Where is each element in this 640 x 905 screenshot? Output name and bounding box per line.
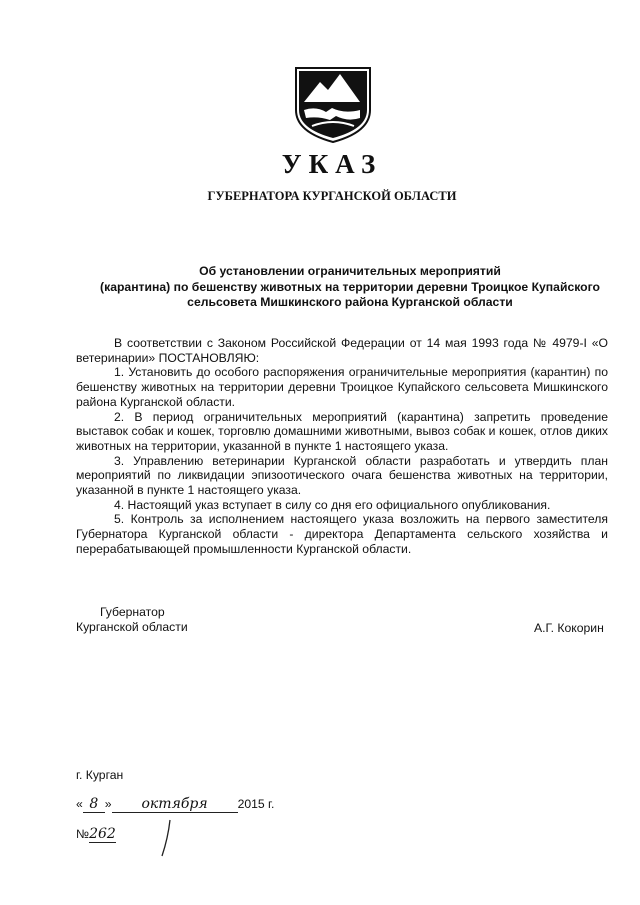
heading-line: Об установлении ограничительных мероприятий [199, 264, 501, 278]
date-year: 2015 г. [237, 797, 275, 811]
date-close-quote: » [104, 797, 112, 811]
position-line: Губернатор [100, 605, 165, 619]
document-subtitle: ГУБЕРНАТОРА КУРГАНСКОЙ ОБЛАСТИ [207, 189, 457, 203]
number-value: 262 [89, 826, 116, 842]
coat-of-arms-icon [292, 66, 374, 144]
clause-2: 2. В период ограничительных мероприятий (карантина) запретить проведение выставок собак и кошек, торговлю домашними животными, вывоз собак и кошек, отлов диких животных на территории, указанной в пункте 1 настоящего указа. [76, 409, 608, 453]
document-heading [60, 264, 640, 311]
date-month: октября [112, 796, 238, 813]
number-label: № [76, 827, 90, 841]
signatory-name: А.Г. Кокорин [534, 621, 604, 635]
clause-3: 3. Управлению ветеринарии Курганской области разработать и утвердить план мероприятий по ликвидации эпизоотического очага бешенства животных на территории, указанной в пункте 1 настоящего указа. [76, 453, 608, 498]
intro-paragraph: В соответствии с Законом Российской Федерации от 14 мая 1993 года № 4979-I «О ветеринарии» ПОСТАНОВЛЯЮ: [76, 336, 608, 365]
issue-place: г. Курган [76, 768, 124, 782]
signatory-position [76, 605, 188, 635]
handwritten-stroke-icon [160, 818, 172, 858]
heading-line: (карантина) по бешенству животных на территории деревни Троицкое Купайского [100, 279, 600, 294]
document-number [76, 826, 116, 842]
document-title: УКАЗ [281, 149, 383, 179]
clause-4: 4. Настоящий указ вступает в силу со дня его официального опубликования. [114, 497, 551, 512]
heading-line: сельсовета Мишкинского района Курганской области [187, 295, 513, 309]
clause-5: 5. Контроль за исполнением настоящего указа возложить на первого заместителя Губернатора Курганской области - директора Департамента сельского хозяйства и перерабатывающей промышленности Курганской области. [76, 512, 608, 556]
document-body [76, 336, 608, 557]
date-open-quote: « [76, 797, 83, 811]
position-line: Курганской области [76, 620, 188, 634]
clause-1: 1. Установить до особого распоряжения ограничительные мероприятия (карантин) по бешенству животных на территории деревни Троицкое Купайского сельсовета Мишкинского района Курганской области. [76, 365, 608, 409]
date-day: 8 [83, 796, 105, 813]
issue-date [76, 796, 274, 813]
